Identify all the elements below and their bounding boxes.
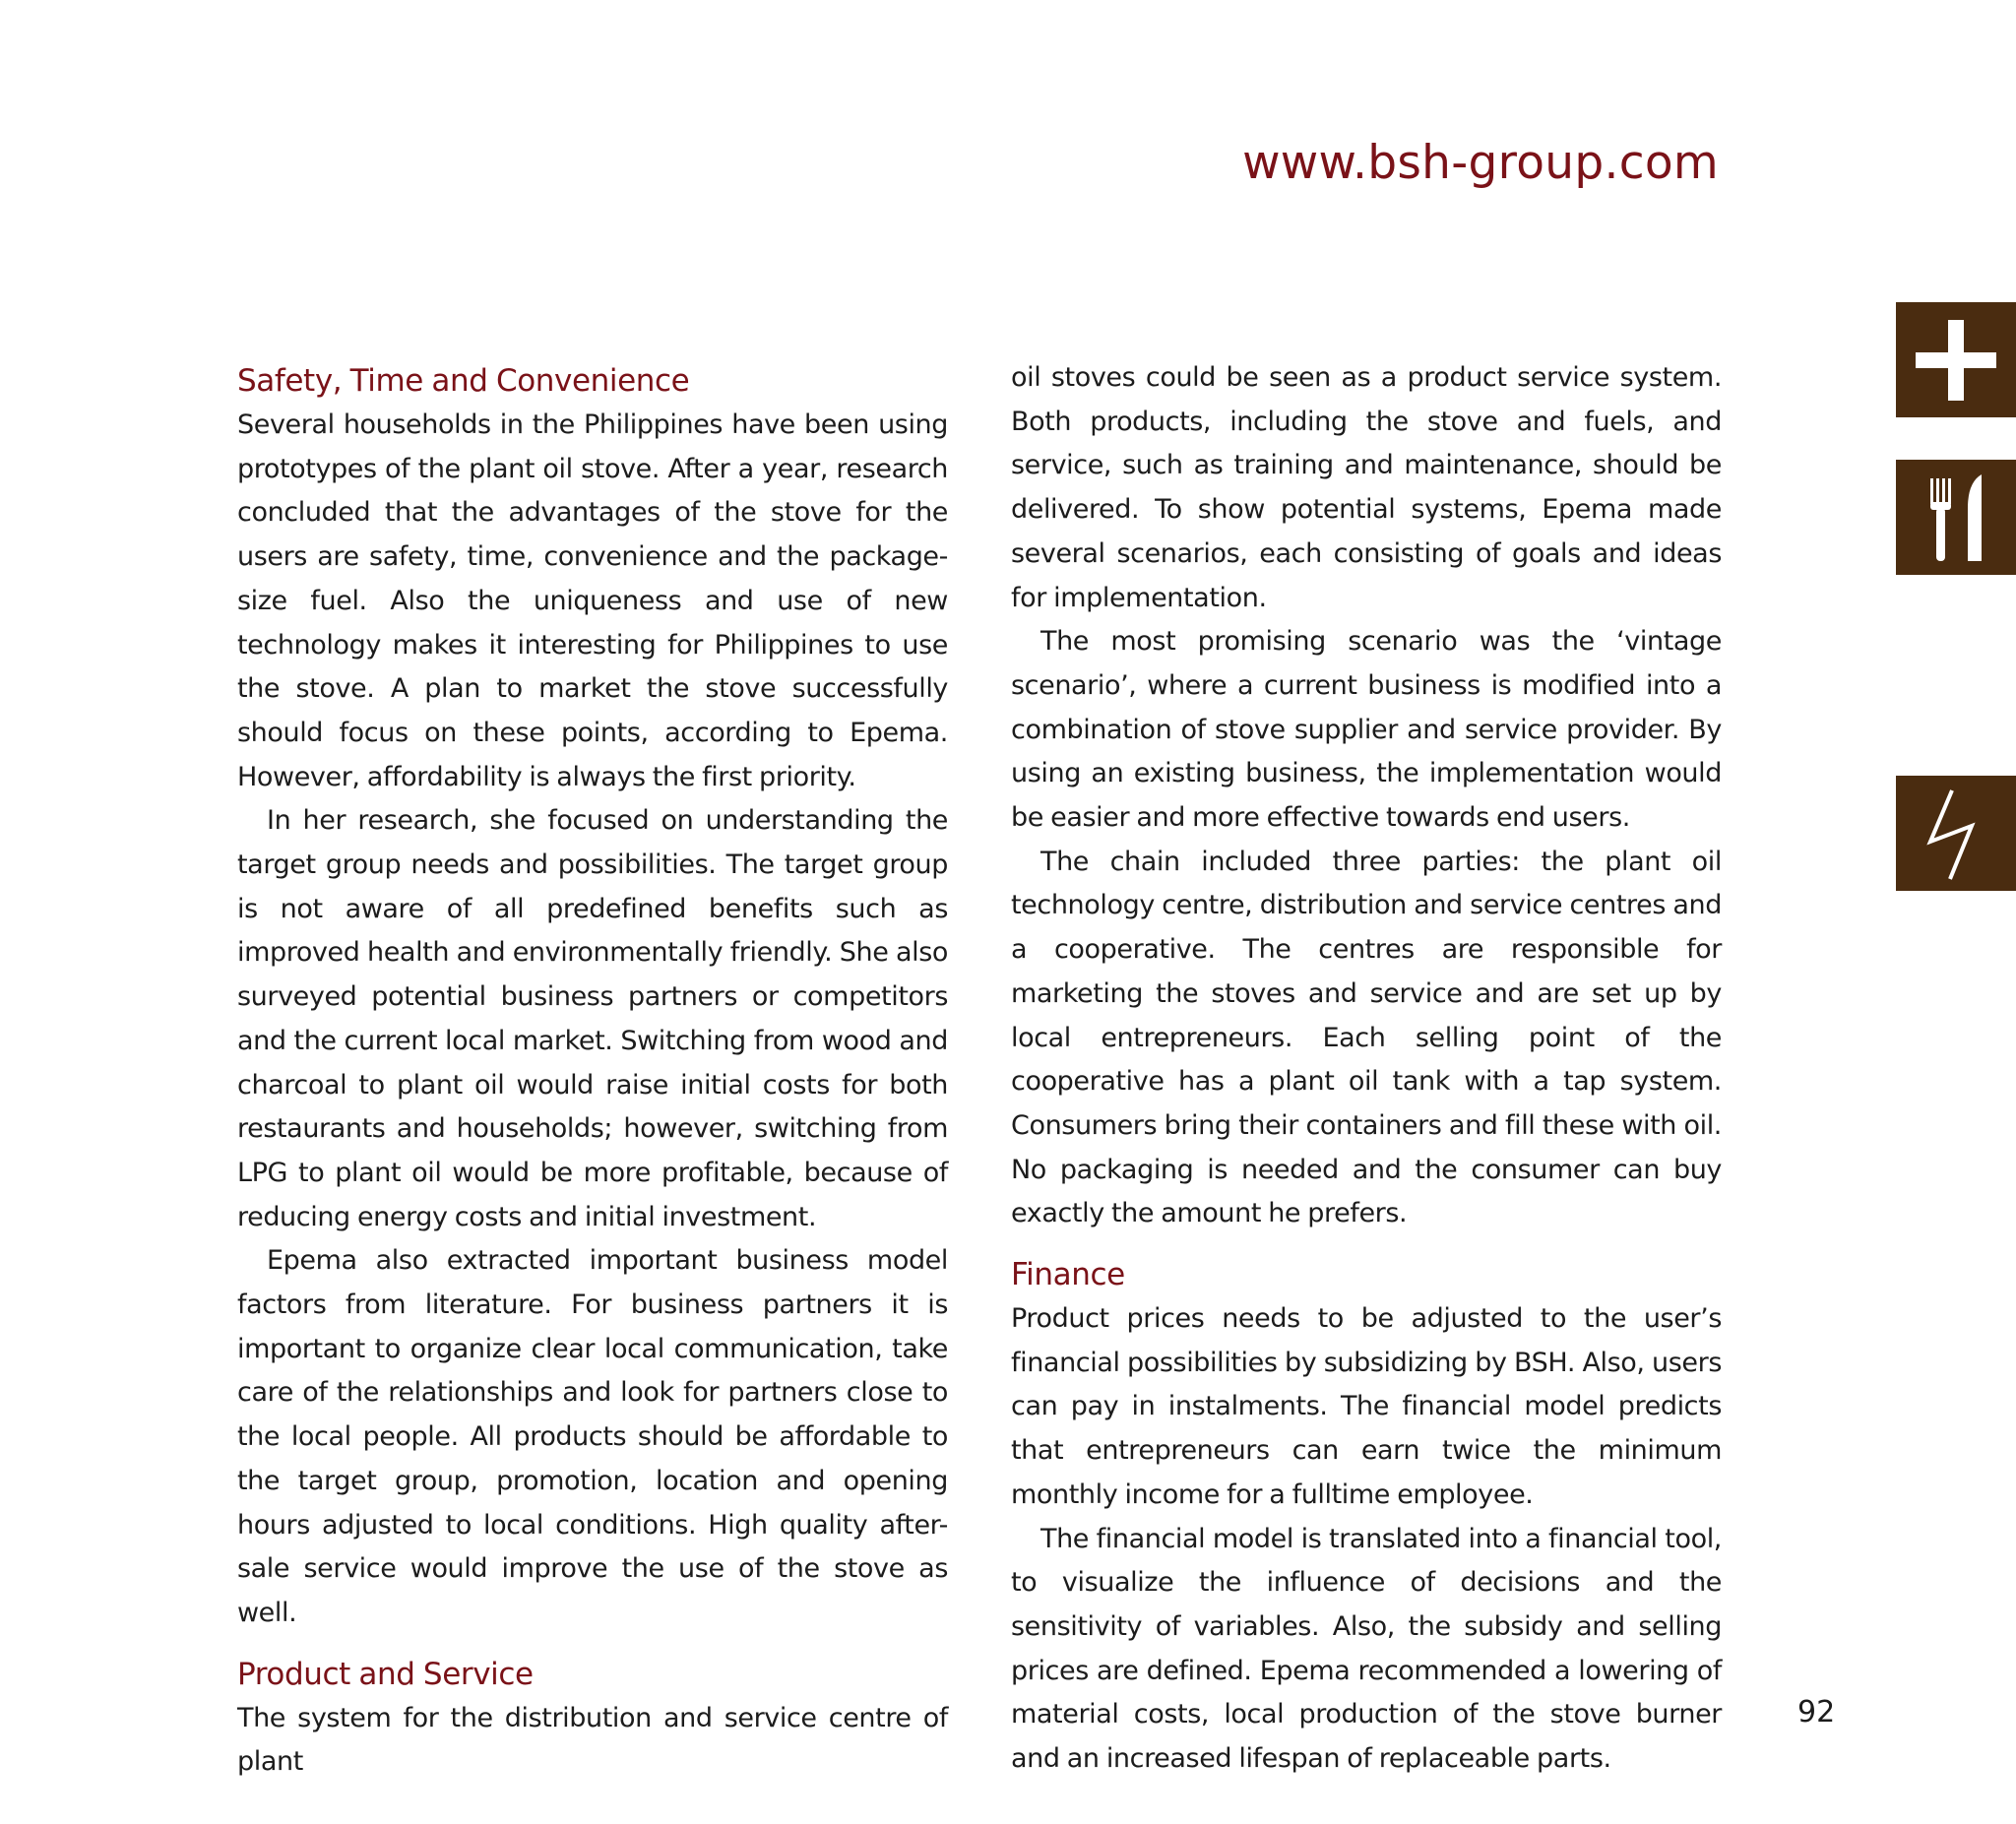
section-heading-finance: Finance (1011, 1257, 1125, 1293)
paragraph: The financial model is translated into a financial tool, to visualize the influence of decisions and the sensitivity of variables. Also, the subsidy and selling prices are defined. Epema recommended a lowering of material costs, local production of the stove burner and an increased lifespan of replaceable parts. (1011, 1523, 1722, 1775)
site-url: www.bsh-group.com (1242, 136, 1719, 190)
paragraph: Several households in the Philippines have been using prototypes of the plant oil stove. After a year, research concluded that the advantages of the stove for the users are safety, time, convenience and the package-size fuel. Also the uniqueness and use of new technology makes it interesting for Philippines to use the stove. A plan to market the stove successfully should focus on these points, according to Epema. However, affordability is always the first priority. (237, 409, 948, 792)
paragraph: oil stoves could be seen as a product service system. Both products, including the stove and fuels, and service, such as training and maintenance, should be delivered. To show potential systems, Epema made several scenarios, each consisting of goals and ideas for implementation. (1011, 362, 1722, 613)
section-heading-product-service: Product and Service (237, 1656, 534, 1692)
left-column (237, 358, 948, 1785)
fork-knife-icon (1917, 469, 1995, 567)
paragraph: Epema also extracted important business model factors from literature. For business partners it is important to organize clear local communication, take care of the relationships and look for partners close to the local people. All products should be affordable to the target group, promotion, location and opening hours adjusted to local conditions. High quality after-sale service would improve the use of the stove as well. (237, 1245, 948, 1628)
lightning-icon (1917, 785, 1995, 883)
paragraph: In her research, she focused on understanding the target group needs and possibilities. The target group is not aware of all predefined benefits such as improved health and environmentally friendly. She also surveyed potential business partners or competitors and the current local market. Switching from wood and charcoal to plant oil would raise initial costs for both restaurants and households; however, switching from LPG to plant oil would be more profitable, because of reducing energy costs and initial investment. (237, 805, 948, 1232)
paragraph: The most promising scenario was the ‘vintage scenario’, where a current business is modified into a combination of stove supplier and service provider. By using an existing business, the implementation would be easier and more effective towards end users. (1011, 626, 1722, 834)
right-column (1011, 356, 1722, 1782)
paragraph: The system for the distribution and service centre of plant (237, 1702, 948, 1778)
energy-tab[interactable] (1896, 776, 2016, 891)
section-heading-safety: Safety, Time and Convenience (237, 363, 690, 399)
plus-tab[interactable] (1896, 302, 2016, 417)
paragraph: The chain included three parties: the plant oil technology centre, distribution and service centres and a cooperative. The centres are responsible for marketing the stoves and service and are set up by local entrepreneurs. Each selling point of the cooperative has a plant oil tank with a tap system. Consumers bring their containers and fill these with oil. No packaging is needed and the consumer can buy exactly the amount he prefers. (1011, 846, 1722, 1229)
plus-icon (1912, 316, 2000, 405)
page-number: 92 (1797, 1695, 1836, 1730)
food-tab[interactable] (1896, 460, 2016, 575)
paragraph: Product prices needs to be adjusted to the user’s financial possibilities by subsidizing by BSH. Also, users can pay in instalments. The financial model predicts that entrepreneurs can earn twice the minimum monthly income for a fulltime employee. (1011, 1303, 1722, 1510)
